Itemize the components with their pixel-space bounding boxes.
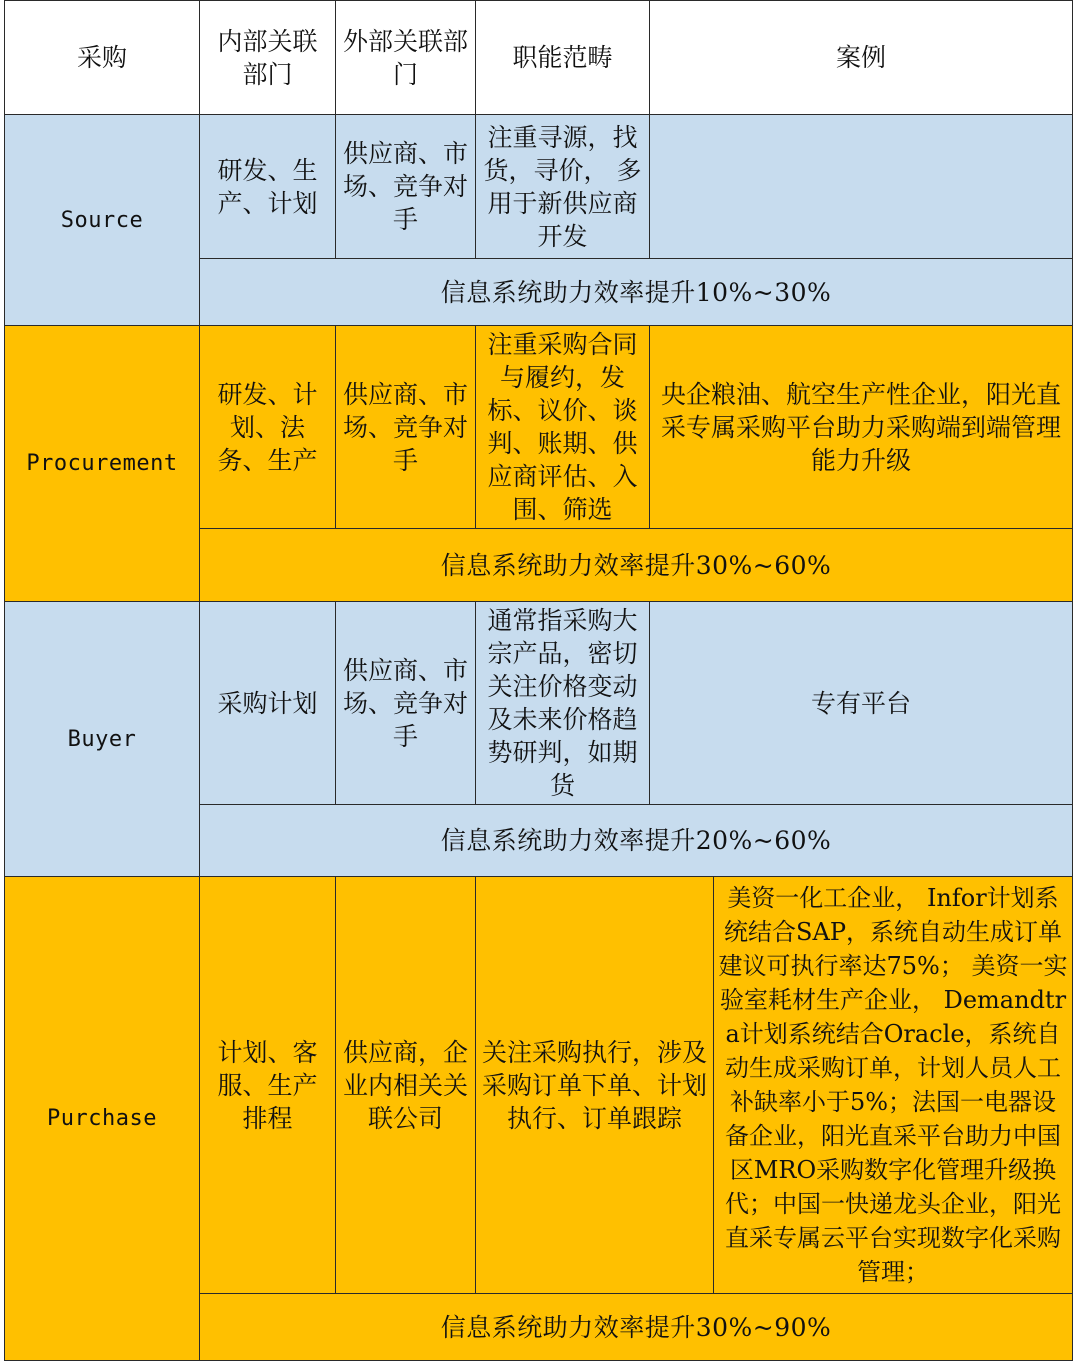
header-row bbox=[5, 1, 1073, 115]
cell-cases-source bbox=[650, 115, 1073, 259]
table-row-purchase bbox=[5, 877, 1073, 1294]
header-internal-departments: 内部关联部门 bbox=[200, 1, 336, 115]
efficiency-purchase: 信息系统助力效率提升30%~90% bbox=[200, 1294, 1073, 1361]
row-name-source: Source bbox=[5, 115, 200, 326]
cell-scope-purchase: 关注采购执行，涉及采购订单下单、计划执行、订单跟踪 bbox=[476, 877, 714, 1294]
cell-cases-buyer: 专有平台 bbox=[650, 602, 1073, 805]
cell-internal-buyer: 采购计划 bbox=[200, 602, 336, 805]
cell-internal-source: 研发、生产、计划 bbox=[200, 115, 336, 259]
cell-scope-procurement: 注重采购合同与履约，发标、议价、谈判、账期、供应商评估、入围、筛选 bbox=[476, 326, 650, 529]
efficiency-procurement: 信息系统助力效率提升30%~60% bbox=[200, 529, 1073, 602]
cell-external-purchase: 供应商，企业内相关关联公司 bbox=[336, 877, 476, 1294]
cell-internal-procurement: 研发、计划、法务、生产 bbox=[200, 326, 336, 529]
cell-scope-source: 注重寻源，找货，寻价， 多用于新供应商开发 bbox=[476, 115, 650, 259]
row-name-procurement: Procurement bbox=[5, 326, 200, 602]
cell-cases-procurement: 央企粮油、航空生产性企业，阳光直采专属采购平台助力采购端到端管理能力升级 bbox=[650, 326, 1073, 529]
cell-cases-purchase: 美资一化工企业， Infor计划系统结合SAP，系统自动生成订单建议可执行率达75%； 美资一实验室耗材生产企业， Demandtra计划系统结合Oracle，系统自动生成采购订单，计划人员人工补缺率小于5%；法国一电器设备企业，阳光直采平台助力中国区MRO采购数字化管理升级换代；中国一快递龙头企业，阳光直采专属云平台实现数字化采购管理； bbox=[714, 877, 1073, 1294]
header-purchase: 采购 bbox=[5, 1, 200, 115]
table-row-source bbox=[5, 115, 1073, 259]
procurement-comparison-table bbox=[4, 0, 1073, 1361]
header-cases: 案例 bbox=[650, 1, 1073, 115]
cell-scope-buyer: 通常指采购大宗产品，密切关注价格变动及未来价格趋势研判，如期货 bbox=[476, 602, 650, 805]
efficiency-source: 信息系统助力效率提升10%~30% bbox=[200, 259, 1073, 326]
header-functional-scope: 职能范畴 bbox=[476, 1, 650, 115]
efficiency-buyer: 信息系统助力效率提升20%~60% bbox=[200, 805, 1073, 877]
cell-internal-purchase: 计划、客服、生产排程 bbox=[200, 877, 336, 1294]
table-row-buyer bbox=[5, 602, 1073, 805]
cell-external-procurement: 供应商、市场、竞争对手 bbox=[336, 326, 476, 529]
row-name-purchase: Purchase bbox=[5, 877, 200, 1361]
table-row-procurement bbox=[5, 326, 1073, 529]
row-name-buyer: Buyer bbox=[5, 602, 200, 877]
header-external-departments: 外部关联部门 bbox=[336, 1, 476, 115]
cell-external-buyer: 供应商、市场、竞争对手 bbox=[336, 602, 476, 805]
cell-external-source: 供应商、市场、竞争对手 bbox=[336, 115, 476, 259]
